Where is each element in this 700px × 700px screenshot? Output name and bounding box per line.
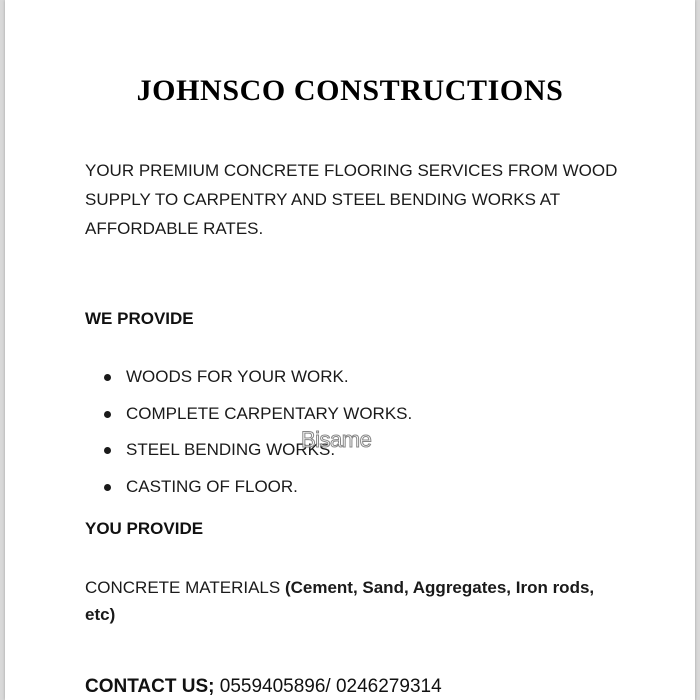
materials-paragraph — [85, 574, 605, 628]
we-provide-heading: WE PROVIDE — [85, 309, 194, 328]
contact-line — [85, 676, 442, 698]
list-item-label: WOODS FOR YOUR WORK. — [126, 367, 349, 386]
bullet-icon — [104, 447, 111, 454]
materials-detail: (Cement, Sand, Aggregates, Iron rods, etc) — [85, 578, 595, 624]
company-title: JOHNSCO CONSTRUCTIONS — [136, 74, 564, 107]
bullet-icon — [104, 411, 111, 418]
document-page — [5, 0, 695, 700]
list-item — [85, 366, 412, 403]
materials-prefix: CONCRETE MATERIALS — [85, 578, 285, 597]
list-item-label: COMPLETE CARPENTARY WORKS. — [126, 403, 413, 423]
bullet-icon — [104, 484, 111, 491]
intro-paragraph: YOUR PREMIUM CONCRETE FLOORING SERVICES FROM WOOD SUPPLY TO CARPENTRY AND STEEL BENDING WORKS AT AFFORDABLE RATES. — [85, 161, 618, 238]
bullet-icon — [104, 374, 111, 381]
list-item — [85, 476, 412, 513]
list-item-label: STEEL BENDING WORKS. — [126, 440, 336, 459]
contact-label: CONTACT US; — [85, 676, 215, 697]
contact-numbers: 0559405896/ 0246279314 — [214, 676, 442, 697]
you-provide-heading: YOU PROVIDE — [85, 519, 204, 538]
watermark-logo: Bisame — [301, 427, 372, 452]
list-item-label: CASTING OF FLOOR. — [126, 476, 298, 496]
